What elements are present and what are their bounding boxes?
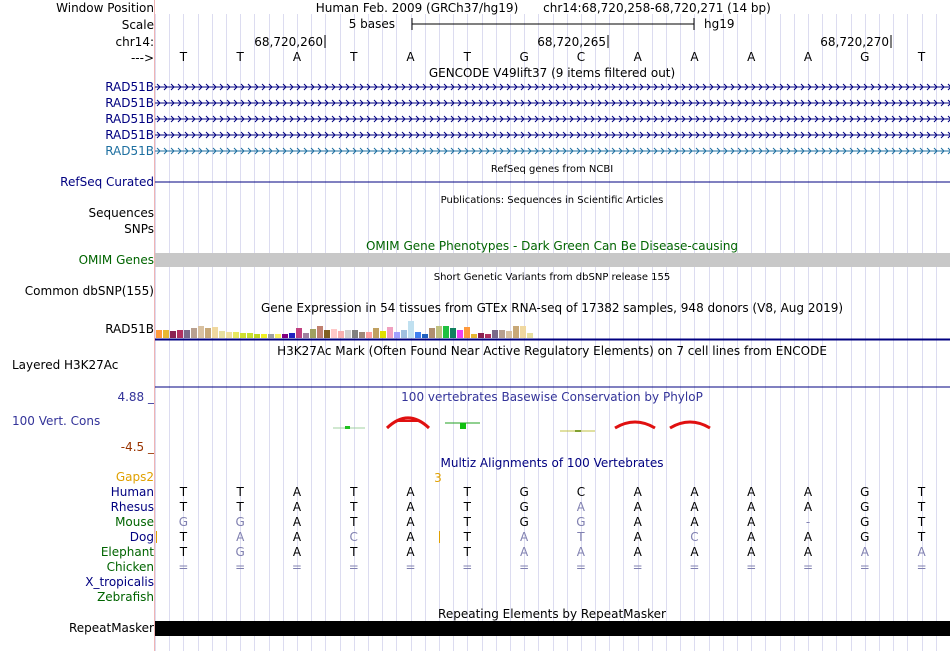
alignment-base: T bbox=[463, 500, 472, 514]
alignment-base: = bbox=[235, 560, 245, 574]
gtex-tissue-bar[interactable] bbox=[261, 334, 267, 338]
alignment-base: G bbox=[179, 515, 188, 529]
gtex-tissue-bar[interactable] bbox=[443, 326, 449, 338]
alignment-base: T bbox=[179, 545, 188, 559]
gtex-tissue-bar[interactable] bbox=[366, 332, 372, 338]
alignment-base: A bbox=[577, 500, 586, 514]
gtex-tissue-bar[interactable] bbox=[485, 334, 491, 338]
alignment-base: = bbox=[406, 560, 416, 574]
gtex-tissue-bar[interactable] bbox=[401, 330, 407, 338]
alignment-base: A bbox=[406, 530, 415, 544]
alignment-base: = bbox=[292, 560, 302, 574]
gencode-item-label[interactable]: RAD51B bbox=[0, 80, 154, 94]
gtex-tissue-bar[interactable] bbox=[436, 326, 442, 338]
alignment-base: A bbox=[293, 515, 302, 529]
alignment-base: A bbox=[293, 530, 302, 544]
gtex-tissue-bar[interactable] bbox=[275, 334, 281, 338]
gtex-tissue-bar[interactable] bbox=[345, 330, 351, 338]
gencode-gene-models[interactable] bbox=[155, 84, 950, 154]
alignment-base: T bbox=[463, 485, 472, 499]
gaps-mid-digit: 3 bbox=[434, 471, 442, 485]
assembly-title: Human Feb. 2009 (GRCh37/hg19) bbox=[316, 1, 519, 15]
reference-base: T bbox=[917, 50, 926, 64]
phylop-min-label: -4.5 _ bbox=[0, 440, 154, 454]
reference-base: A bbox=[804, 50, 813, 64]
alignment-base: = bbox=[860, 560, 870, 574]
alignment-base: A bbox=[406, 545, 415, 559]
species-label-mouse[interactable]: Mouse bbox=[0, 515, 154, 529]
reference-base: T bbox=[463, 50, 472, 64]
gtex-tissue-bar[interactable] bbox=[394, 332, 400, 338]
strand-label: ---> bbox=[0, 51, 154, 65]
alignment-base: G bbox=[860, 530, 869, 544]
alignment-base: G bbox=[860, 500, 869, 514]
reference-base: A bbox=[690, 50, 699, 64]
repeatmasker-element-bar[interactable] bbox=[155, 621, 950, 636]
gtex-tissue-bar[interactable] bbox=[198, 326, 204, 338]
track-labels-panel bbox=[0, 0, 154, 651]
gtex-tissue-bar[interactable] bbox=[310, 329, 316, 338]
gencode-item-label[interactable]: RAD51B bbox=[0, 96, 154, 110]
gencode-item-label[interactable]: RAD51B bbox=[0, 128, 154, 142]
species-label-chicken[interactable]: Chicken bbox=[0, 560, 154, 574]
alignment-base: = bbox=[689, 560, 699, 574]
alignment-base: A bbox=[804, 545, 813, 559]
alignment-base: A bbox=[520, 530, 529, 544]
reference-base: C bbox=[577, 50, 585, 64]
gtex-tissue-bar[interactable] bbox=[331, 329, 337, 338]
alignment-base: T bbox=[917, 530, 926, 544]
gtex-tissue-bar[interactable] bbox=[527, 333, 533, 338]
alignment-base: T bbox=[349, 485, 358, 499]
alignment-base: T bbox=[917, 485, 926, 499]
species-label-elephant[interactable]: Elephant bbox=[0, 545, 154, 559]
gaps-left-digit: 2 bbox=[146, 470, 154, 484]
gtex-tissue-bar[interactable] bbox=[338, 331, 344, 338]
gtex-tissue-bar[interactable] bbox=[359, 332, 365, 338]
alignment-base: = bbox=[633, 560, 643, 574]
gtex-tissue-bar[interactable] bbox=[478, 333, 484, 338]
alignment-base: T bbox=[179, 530, 188, 544]
window-position-label: Window Position bbox=[0, 1, 154, 15]
vert-cons-label[interactable]: 100 Vert. Cons bbox=[12, 414, 166, 428]
alignment-base: G bbox=[576, 515, 585, 529]
alignment-base: T bbox=[917, 515, 926, 529]
species-label-zebrafish[interactable]: Zebrafish bbox=[0, 590, 154, 604]
gtex-tissue-bar[interactable] bbox=[317, 326, 323, 338]
alignment-base: A bbox=[690, 545, 699, 559]
scale-label: Scale bbox=[0, 18, 154, 32]
gtex-tissue-bar[interactable] bbox=[170, 331, 176, 338]
gtex-tissue-bar[interactable] bbox=[373, 328, 379, 338]
alignment-base: A bbox=[690, 515, 699, 529]
gtex-tissue-bar[interactable] bbox=[268, 334, 274, 338]
gtex-tissue-bar[interactable] bbox=[506, 331, 512, 338]
genome-browser-track-image[interactable] bbox=[155, 0, 950, 651]
repeatmasker-label[interactable]: RepeatMasker bbox=[0, 621, 154, 635]
alignment-base: T bbox=[236, 500, 245, 514]
alignment-base: G bbox=[236, 515, 245, 529]
tracks-canvas[interactable] bbox=[155, 0, 950, 651]
position-text: chr14:68,720,258-68,720,271 (14 bp) bbox=[543, 1, 771, 15]
alignment-base: A bbox=[634, 515, 643, 529]
gtex-tissue-bar[interactable] bbox=[254, 334, 260, 338]
gtex-tissue-bar[interactable] bbox=[408, 321, 414, 338]
alignment-base: A bbox=[293, 500, 302, 514]
gtex-tissue-bar[interactable] bbox=[156, 330, 162, 338]
gtex-tissue-bar[interactable] bbox=[303, 333, 309, 338]
gtex-tissue-bar[interactable] bbox=[184, 330, 190, 338]
gtex-tissue-bar[interactable] bbox=[352, 330, 358, 338]
alignment-base: T bbox=[576, 530, 585, 544]
layered-h3k27ac-label[interactable]: Layered H3K27Ac bbox=[12, 358, 166, 372]
alignment-base: A bbox=[634, 545, 643, 559]
base-grid bbox=[156, 14, 950, 651]
sequences-label[interactable]: Sequences bbox=[0, 206, 154, 220]
alignment-base: G bbox=[519, 500, 528, 514]
alignment-base: T bbox=[349, 515, 358, 529]
alignment-base: C bbox=[350, 530, 358, 544]
reference-base: A bbox=[406, 50, 415, 64]
reference-base: A bbox=[634, 50, 643, 64]
alignment-base: A bbox=[634, 485, 643, 499]
omim-genes-label[interactable]: OMIM Genes bbox=[0, 253, 154, 267]
reference-base: T bbox=[236, 50, 245, 64]
gtex-tissue-bar[interactable] bbox=[429, 328, 435, 338]
phylop-track-title[interactable]: 100 vertebrates Basewise Conservation by PhyloP bbox=[401, 390, 703, 404]
gtex-tissue-bar[interactable] bbox=[219, 331, 225, 338]
alignment-base: = bbox=[576, 560, 586, 574]
alignment-base: T bbox=[179, 500, 188, 514]
alignment-base: G bbox=[519, 515, 528, 529]
alignment-base: T bbox=[917, 500, 926, 514]
alignment-base: A bbox=[804, 500, 813, 514]
gtex-tissue-bar[interactable] bbox=[464, 327, 470, 338]
alignment-base: A bbox=[690, 500, 699, 514]
alignment-base: T bbox=[236, 485, 245, 499]
omim-gene-bar[interactable] bbox=[155, 253, 950, 267]
omim-track-title[interactable]: OMIM Gene Phenotypes - Dark Green Can Be Disease-causing bbox=[366, 239, 738, 253]
alignment-base: A bbox=[236, 530, 245, 544]
alignment-base: T bbox=[349, 500, 358, 514]
reference-base: G bbox=[519, 50, 528, 64]
gtex-tissue-bar[interactable] bbox=[240, 333, 246, 338]
gtex-tissue-bar[interactable] bbox=[163, 330, 169, 338]
alignment-base: A bbox=[804, 530, 813, 544]
gtex-gene-label[interactable]: RAD51B bbox=[0, 322, 154, 336]
species-label-human[interactable]: Human bbox=[0, 485, 154, 499]
alignment-base: A bbox=[577, 545, 586, 559]
alignment-base: G bbox=[519, 485, 528, 499]
alignment-base: A bbox=[747, 545, 756, 559]
alignment-base: A bbox=[634, 500, 643, 514]
alignment-base: A bbox=[747, 530, 756, 544]
publications-track-title[interactable]: Publications: Sequences in Scientific Articles bbox=[441, 195, 664, 206]
gtex-tissue-bar[interactable] bbox=[422, 334, 428, 338]
coord-tick-label: 68,720,260 bbox=[254, 35, 323, 49]
alignment-base: A bbox=[804, 485, 813, 499]
gtex-tissue-bar[interactable] bbox=[499, 330, 505, 338]
scale-text: 5 bases bbox=[349, 17, 395, 31]
gtex-tissue-bar[interactable] bbox=[177, 330, 183, 338]
gtex-tissue-bar[interactable] bbox=[205, 328, 211, 338]
alignment-base: T bbox=[463, 515, 472, 529]
alignment-base: C bbox=[690, 530, 698, 544]
alignment-base: T bbox=[349, 545, 358, 559]
gencode-item-label[interactable]: RAD51B bbox=[0, 144, 154, 158]
gtex-tissue-bar[interactable] bbox=[415, 332, 421, 338]
gtex-tissue-bar[interactable] bbox=[450, 328, 456, 338]
refseq-track-title[interactable]: RefSeq genes from NCBI bbox=[491, 164, 613, 175]
gtex-tissue-bar[interactable] bbox=[324, 330, 330, 338]
gtex-tissue-bar[interactable] bbox=[296, 328, 302, 338]
reference-base: G bbox=[860, 50, 869, 64]
gtex-tissue-bar[interactable] bbox=[471, 334, 477, 338]
gencode-item-label[interactable]: RAD51B bbox=[0, 112, 154, 126]
gtex-tissue-bar[interactable] bbox=[212, 327, 218, 338]
alignment-base: A bbox=[293, 485, 302, 499]
alignment-base: A bbox=[690, 485, 699, 499]
gtex-tissue-bar[interactable] bbox=[380, 331, 386, 338]
alignment-base: T bbox=[463, 530, 472, 544]
gtex-track-title[interactable]: Gene Expression in 54 tissues from GTEx RNA-seq of 17382 samples, 948 donors (V8, Aug 2019) bbox=[261, 301, 843, 315]
alignment-base: = bbox=[746, 560, 756, 574]
gtex-tissue-bar[interactable] bbox=[492, 330, 498, 338]
alignment-base: = bbox=[462, 560, 472, 574]
gencode-track-title[interactable]: GENCODE V49lift37 (9 items filtered out) bbox=[429, 66, 675, 80]
alignment-base: G bbox=[860, 515, 869, 529]
gtex-tissue-bar[interactable] bbox=[457, 330, 463, 338]
alignment-base: = bbox=[178, 560, 188, 574]
gtex-tissue-bar[interactable] bbox=[387, 327, 393, 338]
alignment-base: A bbox=[917, 545, 926, 559]
gtex-tissue-bar[interactable] bbox=[233, 332, 239, 338]
chrom-label: chr14: bbox=[0, 35, 154, 49]
species-label-dog[interactable]: Dog bbox=[0, 530, 154, 544]
alignment-base: A bbox=[861, 545, 870, 559]
species-label-xtropicalis[interactable]: X_tropicalis bbox=[0, 575, 154, 589]
repeatmasker-track-title[interactable]: Repeating Elements by RepeatMasker bbox=[438, 607, 666, 621]
reference-base: A bbox=[293, 50, 302, 64]
alignment-base: = bbox=[349, 560, 359, 574]
alignment-base: G bbox=[860, 485, 869, 499]
alignment-base: = bbox=[519, 560, 529, 574]
refseq-curated-label[interactable]: RefSeq Curated bbox=[0, 175, 154, 189]
species-label-rhesus[interactable]: Rhesus bbox=[0, 500, 154, 514]
alignment-base: = bbox=[917, 560, 927, 574]
gaps-label-text: Gaps bbox=[116, 470, 147, 484]
alignment-base: A bbox=[747, 485, 756, 499]
h3k27ac-track-title[interactable]: H3K27Ac Mark (Often Found Near Active Regulatory Elements) on 7 cell lines from ENCODE bbox=[277, 344, 827, 358]
dbsnp-track-title[interactable]: Short Genetic Variants from dbSNP release 155 bbox=[434, 272, 671, 283]
phylop-signal[interactable] bbox=[333, 418, 710, 432]
alignment-base: A bbox=[520, 545, 529, 559]
alignment-base: A bbox=[406, 515, 415, 529]
alignment-base: G bbox=[236, 545, 245, 559]
reference-bases-row bbox=[179, 50, 926, 64]
db-text: hg19 bbox=[704, 17, 735, 31]
alignment-base: = bbox=[803, 560, 813, 574]
reference-base: A bbox=[747, 50, 756, 64]
alignment-base: - bbox=[806, 515, 810, 529]
alignment-base: T bbox=[179, 485, 188, 499]
alignment-base: A bbox=[406, 500, 415, 514]
gtex-tissue-bar[interactable] bbox=[247, 333, 253, 338]
multiz-track-title[interactable]: Multiz Alignments of 100 Vertebrates bbox=[440, 456, 663, 470]
coord-tick-label: 68,720,265 bbox=[537, 35, 606, 49]
gtex-tissue-bar[interactable] bbox=[289, 333, 295, 338]
alignment-base: A bbox=[747, 500, 756, 514]
gtex-tissue-bar[interactable] bbox=[520, 326, 526, 338]
gaps-label bbox=[0, 470, 154, 484]
alignment-base: A bbox=[634, 530, 643, 544]
gtex-tissue-bar[interactable] bbox=[191, 328, 197, 338]
reference-base: T bbox=[179, 50, 188, 64]
alignment-base: A bbox=[406, 485, 415, 499]
gtex-tissue-bar[interactable] bbox=[282, 334, 288, 338]
snps-label[interactable]: SNPs bbox=[0, 222, 154, 236]
alignment-base: T bbox=[463, 545, 472, 559]
phylop-max-label: 4.88 _ bbox=[0, 390, 154, 404]
reference-base: T bbox=[349, 50, 358, 64]
alignment-base: A bbox=[293, 545, 302, 559]
alignment-base: C bbox=[577, 485, 585, 499]
coord-tick-label: 68,720,270 bbox=[820, 35, 889, 49]
multiz-alignment-grid[interactable] bbox=[178, 485, 926, 574]
gtex-tissue-bar[interactable] bbox=[513, 326, 519, 338]
alignment-base: A bbox=[747, 515, 756, 529]
gtex-tissue-bar[interactable] bbox=[226, 332, 232, 338]
common-dbsnp-label[interactable]: Common dbSNP(155) bbox=[0, 284, 154, 298]
